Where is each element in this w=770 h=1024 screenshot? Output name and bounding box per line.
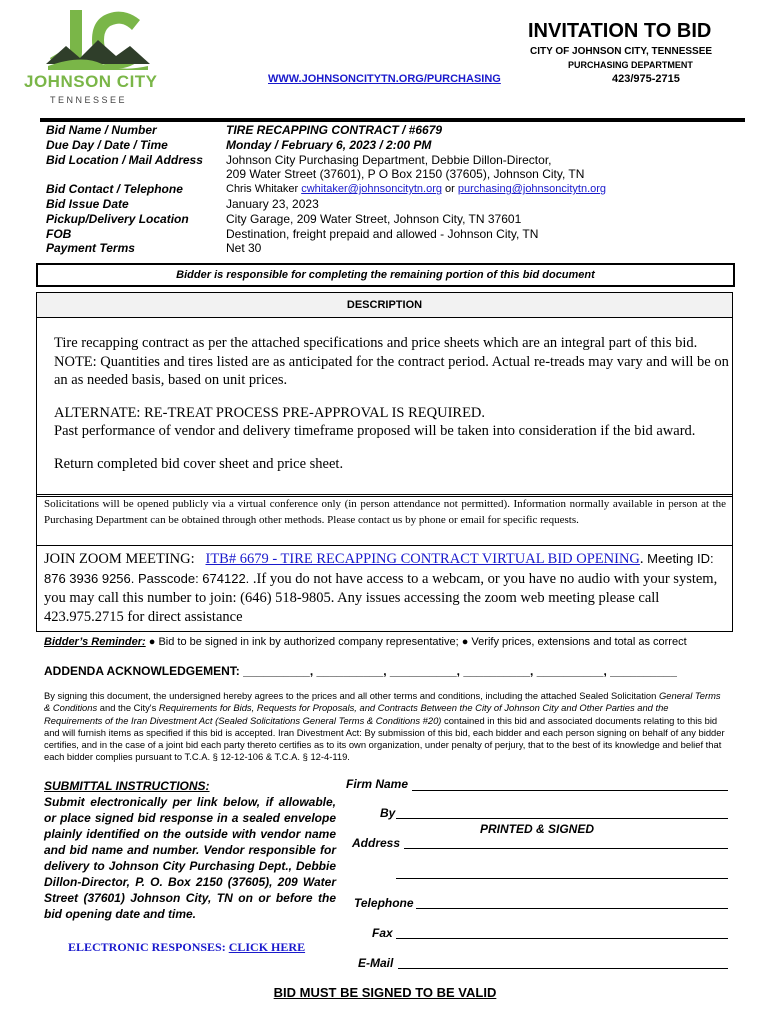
- solicitation-text: Solicitations will be opened publicly via a virtual conference only (in person attendance not permitted). Information normally available in person at the Purchasing Department can be obtained through other methods. Please contact us by phone or email for specific requests.: [44, 498, 726, 526]
- printed-signed-label: PRINTED & SIGNED: [480, 822, 595, 836]
- phone: 423/975-2715: [612, 73, 680, 85]
- reminder-text: ● Bid to be signed in ink by authorized company representative; ● Verify prices, extensions and total as correct: [145, 636, 687, 648]
- fax-field[interactable]: [396, 926, 728, 939]
- description-p1: Tire recapping contract as per the attached specifications and price sheets which are an integral part of this bid. NOTE: Quantities and tires listed are as anticipated for the contract period. Actual re-treads may vary and will be on an as needed basis, based on unit prices.: [54, 335, 729, 388]
- email-field[interactable]: [398, 956, 728, 969]
- label-issue: Bid Issue Date: [46, 196, 129, 211]
- legal-text: [44, 690, 728, 764]
- zoom-link[interactable]: ITB# 6679 - TIRE RECAPPING CONTRACT VIRTUAL BID OPENING: [205, 551, 640, 567]
- label-bid-name: Bid Name / Number: [46, 123, 157, 137]
- legal-c: and the City's: [97, 702, 159, 714]
- legal-b: General Terms & Conditions: [44, 690, 721, 714]
- label-terms: Payment Terms: [46, 241, 135, 256]
- click-here-link[interactable]: CLICK HERE: [228, 940, 306, 954]
- label-pickup: Pickup/Delivery Location: [46, 211, 189, 226]
- legal-d: Requirements for Bids, Requests for Proposals, and Contracts Between the City of Johnson City and Other Parties and the Requirements of the Iran Divestment Act (Sealed Solicitations General Terms & Conditions #20): [44, 702, 669, 726]
- city-line: CITY OF JOHNSON CITY, TENNESSEE: [530, 46, 713, 57]
- location-line-1: Johnson City Purchasing Department, Debbie Dillon-Director,: [226, 152, 552, 167]
- contact-email-link[interactable]: cwhitaker@johnsoncitytn.org: [301, 183, 442, 196]
- bidder-reminder: [44, 636, 687, 648]
- location-line-2: 209 Water Street (37601), P O Box 2150 (37605), Johnson City, TN: [226, 167, 585, 182]
- fax-label: Fax: [372, 926, 393, 940]
- pickup-location: City Garage, 209 Water Street, Johnson City, TN 37601: [226, 211, 522, 226]
- zoom-join-label: JOIN ZOOM MEETING:: [44, 551, 195, 567]
- payment-terms: Net 30: [226, 241, 262, 256]
- logo-mountains: [46, 40, 150, 64]
- addenda-acknowledgement[interactable]: ADDENDA ACKNOWLEDGEMENT: __________, __________, __________, __________, __________, __________: [44, 664, 677, 678]
- contact-or: or: [445, 183, 455, 196]
- address-label: Address: [352, 836, 401, 850]
- department: PURCHASING DEPARTMENT: [568, 60, 693, 70]
- address-field-2[interactable]: [396, 866, 728, 879]
- description-p2a: ALTERNATE: RE-TREAT PROCESS PRE-APPROVAL IS REQUIRED.: [54, 404, 486, 421]
- legal-e: contained in this bid and associated documents relating to this bid and will furnish items as specified if this bid is accepted. Iran Divestment Act: By submission of this bid, each bidder and each person signing on behalf of any bidder certifies, and in the case of a joint bid each party thereto certifies as to its own organization, under penalty of perjury, that to the best of its knowledge and belief that each bidder complies pursuant to T.C.A. § 12-12-106 & T.C.A. § 12-4-119.: [44, 714, 725, 763]
- telephone-label: Telephone: [354, 896, 414, 910]
- electronic-label: ELECTRONIC RESPONSES:: [68, 940, 226, 954]
- contact-name: Chris Whitaker: [226, 183, 299, 196]
- due-date: Monday / February 6, 2023 / 2:00 PM: [226, 137, 432, 152]
- electronic-responses: [68, 940, 305, 955]
- info-values: [226, 123, 606, 256]
- logo-state: TENNESSEE: [50, 95, 128, 105]
- purchasing-url-link[interactable]: WWW.JOHNSONCITYTN.ORG/PURCHASING: [268, 73, 501, 85]
- submittal-instructions: [44, 778, 336, 922]
- description-p3: Return completed bid cover sheet and price sheet.: [54, 455, 344, 472]
- fob-value: Destination, freight prepaid and allowed - Johnson City, TN: [226, 226, 539, 241]
- telephone-field[interactable]: [416, 896, 728, 909]
- page-title: INVITATION TO BID: [528, 20, 712, 42]
- label-location: Bid Location / Mail Address: [46, 152, 203, 167]
- zoom-meeting-id: Meeting ID: 876 3936 9256. Passcode: 674122.: [44, 551, 714, 586]
- label-due: Due Day / Date / Time: [46, 137, 168, 152]
- contact-line: [226, 182, 606, 197]
- logo-name: JOHNSON CITY: [24, 72, 158, 91]
- submittal-heading: SUBMITTAL INSTRUCTIONS:: [44, 779, 210, 793]
- label-spacer: [46, 167, 203, 182]
- address-field[interactable]: [404, 836, 728, 849]
- reminder-label: Bidder’s Reminder:: [44, 636, 146, 648]
- legal-a: By signing this document, the undersigned hereby agrees to the prices and all other terms and conditions, including the attached Sealed Solicitation: [44, 690, 659, 701]
- footer-note: BID MUST BE SIGNED TO BE VALID: [273, 985, 497, 1000]
- purchasing-email-link[interactable]: purchasing@johnsoncitytn.org: [457, 183, 607, 196]
- info-labels: [46, 123, 203, 256]
- header-divider: [40, 118, 745, 122]
- zoom-text: JOIN ZOOM MEETING: ITB# 6679 - TIRE RECAPPING CONTRACT VIRTUAL BID OPENING. Meeting ID: 876 3936 9256. Passcode: 674122. .If you do not have access to a webcam, or you have no audio with your system, you may call this number to join: (646) 518-9805. Any issues accessing the zoom web meeting please call 423.975.2715 for direct assistance: [44, 551, 718, 625]
- description-p2b: Past performance of vendor and delivery timeframe proposed will be taken into consideration if the bid award.: [54, 423, 696, 439]
- issue-date: January 23, 2023: [226, 196, 319, 211]
- by-label: By: [380, 806, 396, 820]
- bid-name: TIRE RECAPPING CONTRACT / #6679: [226, 123, 443, 137]
- description-text: [54, 334, 734, 487]
- firm-name-field[interactable]: [412, 778, 728, 791]
- by-signature-field[interactable]: [396, 806, 728, 819]
- description-heading: DESCRIPTION: [36, 292, 733, 318]
- bidder-note: Bidder is responsible for completing the remaining portion of this bid document: [36, 263, 735, 287]
- zoom-instructions: .If you do not have access to a webcam, or you have no audio with your system, you may call this number to join: (646) 518-9805. Any issues accessing the zoom web meeting please call 423.975.2715 for direct assistance: [44, 571, 718, 625]
- label-contact: Bid Contact / Telephone: [46, 182, 183, 197]
- firm-name-label: Firm Name: [346, 777, 409, 791]
- email-label: E-Mail: [358, 956, 394, 970]
- label-fob: FOB: [46, 226, 72, 241]
- submittal-body: Submit electronically per link below, if allowable, or place signed bid response in a sealed envelope plainly identified on the outside with vendor name and bid name and number. Vendor responsible for delivery to Johnson City Purchasing Dept., Debbie Dillon-Director, P. O. Box 2150 (37605), 209 Water Street (37601) Johnson City, TN on or before the bid opening date and time.: [44, 795, 336, 921]
